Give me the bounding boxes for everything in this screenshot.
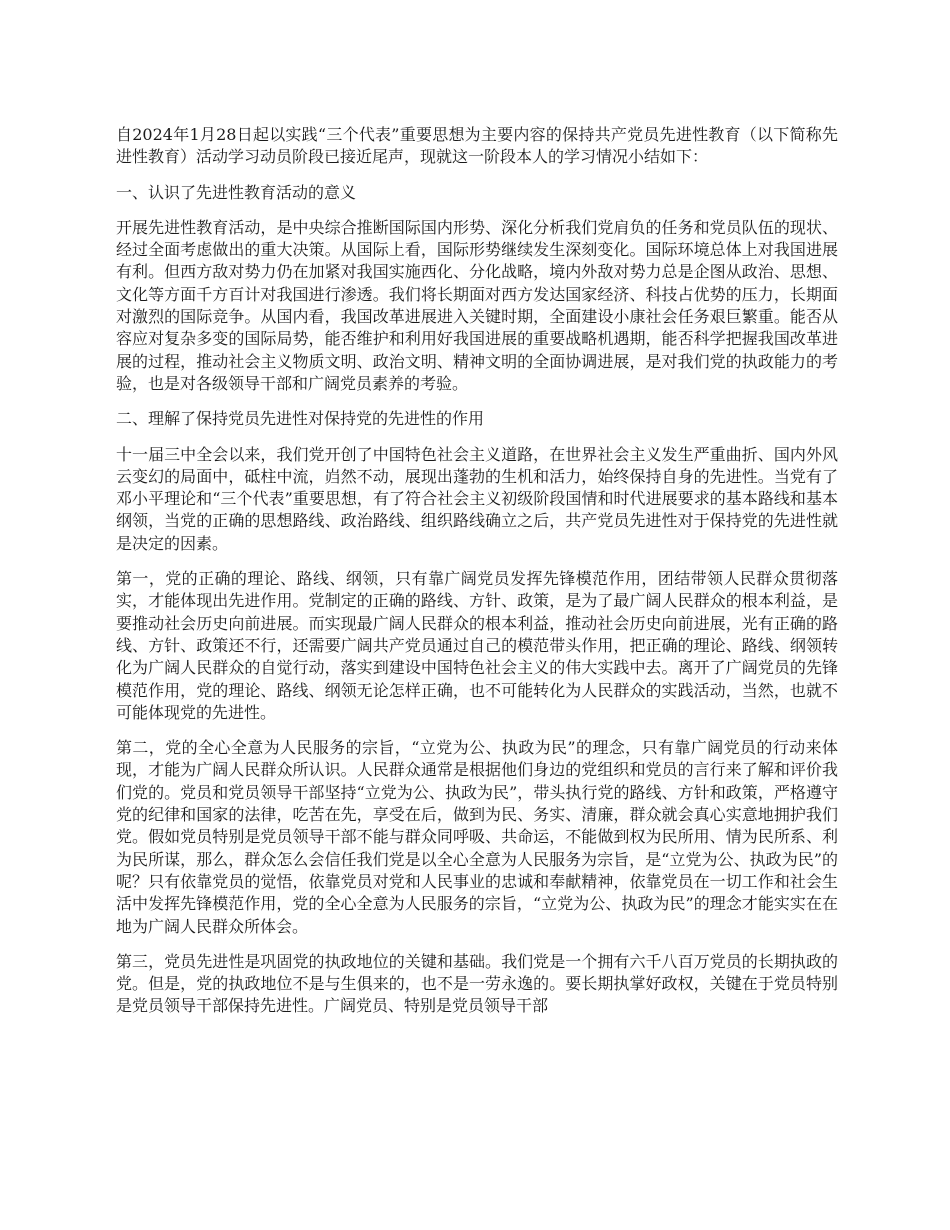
section-2-paragraph-2: 第一，党的正确的理论、路线、纲领，只有靠广阔党员发挥先锋模范作用，团结带领人民群众贯彻落实，才能体现出先进作用。党制定的正确的路线、方针、政策，是为了最广阔人民群众的根本利益，是要推动社会历史向前进展。而实现最广阔人民群众的根本利益，推动社会历史向前进展，光有正确的路线、方针、政策还不行，还需要广阔共产党员通过自己的模范带头作用，把正确的理论、路线、纲领转化为广阔人民群众的自觉行动，落实到建设中国特色社会主义的伟大实践中去。离开了广阔党员的先锋模范作用，党的理论、路线、纲领无论怎样正确，也不可能转化为人民群众的实践活动，当然，也就不可能体现党的先进性。 [116,569,838,722]
section-1-paragraph: 开展先进性教育活动，是中央综合推断国际国内形势、深化分析我们党肩负的任务和党员队伍的现状、经过全面考虑做出的重大决策。从国际上看，国际形势继续发生深刻变化。国际环境总体上对我国进展有利。但西方敌对势力仍在加紧对我国实施西化、分化战略，境内外敌对势力总是企图从政治、思想、文化等方面千方百计对我国进行渗透。我们将长期面对西方发达国家经济、科技占优势的压力，长期面对激烈的国际竞争。从国内看，我国改革进展进入关键时期，全面建设小康社会任务艰巨繁重。能否从容应对复杂多变的国际局势，能否维护和利用好我国进展的重要战略机遇期，能否科学把握我国改革进展的过程，推动社会主义物质文明、政治文明、精神文明的全面协调进展，是对我们党的执政能力的考验，也是对各级领导干部和广阔党员素养的考验。 [116,217,838,393]
section-heading-1: 一、认识了先进性教育活动的意义 [116,182,357,202]
intro-paragraph: 自2024年1月28日起以实践“三个代表”重要思想为主要内容的保持共产党员先进性教育（以下简称先进性教育）活动学习动员阶段已接近尾声，现就这一阶段本人的学习情况小结如下： [116,125,838,167]
document-page [116,124,838,1031]
section-2-paragraph-4: 第三，党员先进性是巩固党的执政地位的关键和基础。我们党是一个拥有六千八百万党员的长期执政的党。但是，党的执政地位不是与生俱来的，也不是一劳永逸的。要长期执掌好政权，关键在于党员特别是党员领导干部保持先进性。广阔党员、特别是党员领导干部 [116,951,838,1016]
section-heading-2: 二、理解了保持党员先进性对保持党的先进性的作用 [116,409,485,429]
section-2-paragraph-1: 十一届三中全会以来，我们党开创了中国特色社会主义道路，在世界社会主义发生严重曲折、国内外风云变幻的局面中，砥柱中流，岿然不动，展现出蓬勃的生机和活力，始终保持自身的先进性。当党有了邓小平理论和“三个代表”重要思想，有了符合社会主义初级阶段国情和时代进展要求的基本路线和基本纲领，当党的正确的思想路线、政治路线、组织路线确立之后，共产党员先进性对于保持党的先进性就是决定的因素。 [116,444,838,553]
section-2-paragraph-3: 第二，党的全心全意为人民服务的宗旨，“立党为公、执政为民”的理念，只有靠广阔党员的行动来体现，才能为广阔人民群众所认识。人民群众通常是根据他们身边的党组织和党员的言行来了解和评价我们党的。党员和党员领导干部坚持“立党为公、执政为民”，带头执行党的路线、方针和政策，严格遵守党的纪律和国家的法律，吃苦在先，享受在后，做到为民、务实、清廉，群众就会真心实意地拥护我们党。假如党员特别是党员领导干部不能与群众同呼吸、共命运，不能做到权为民所用、情为民所系、利为民所谋，那么，群众怎么会信任我们党是以全心全意为人民服务为宗旨，是“立党为公、执政为民”的呢？只有依靠党员的觉悟，依靠党员对党和人民事业的忠诚和奉献精神，依靠党员在一切工作和社会生活中发挥先锋模范作用，党的全心全意为人民服务的宗旨，“立党为公、执政为民”的理念才能实实在在地为广阔人民群众所体会。 [116,738,838,936]
